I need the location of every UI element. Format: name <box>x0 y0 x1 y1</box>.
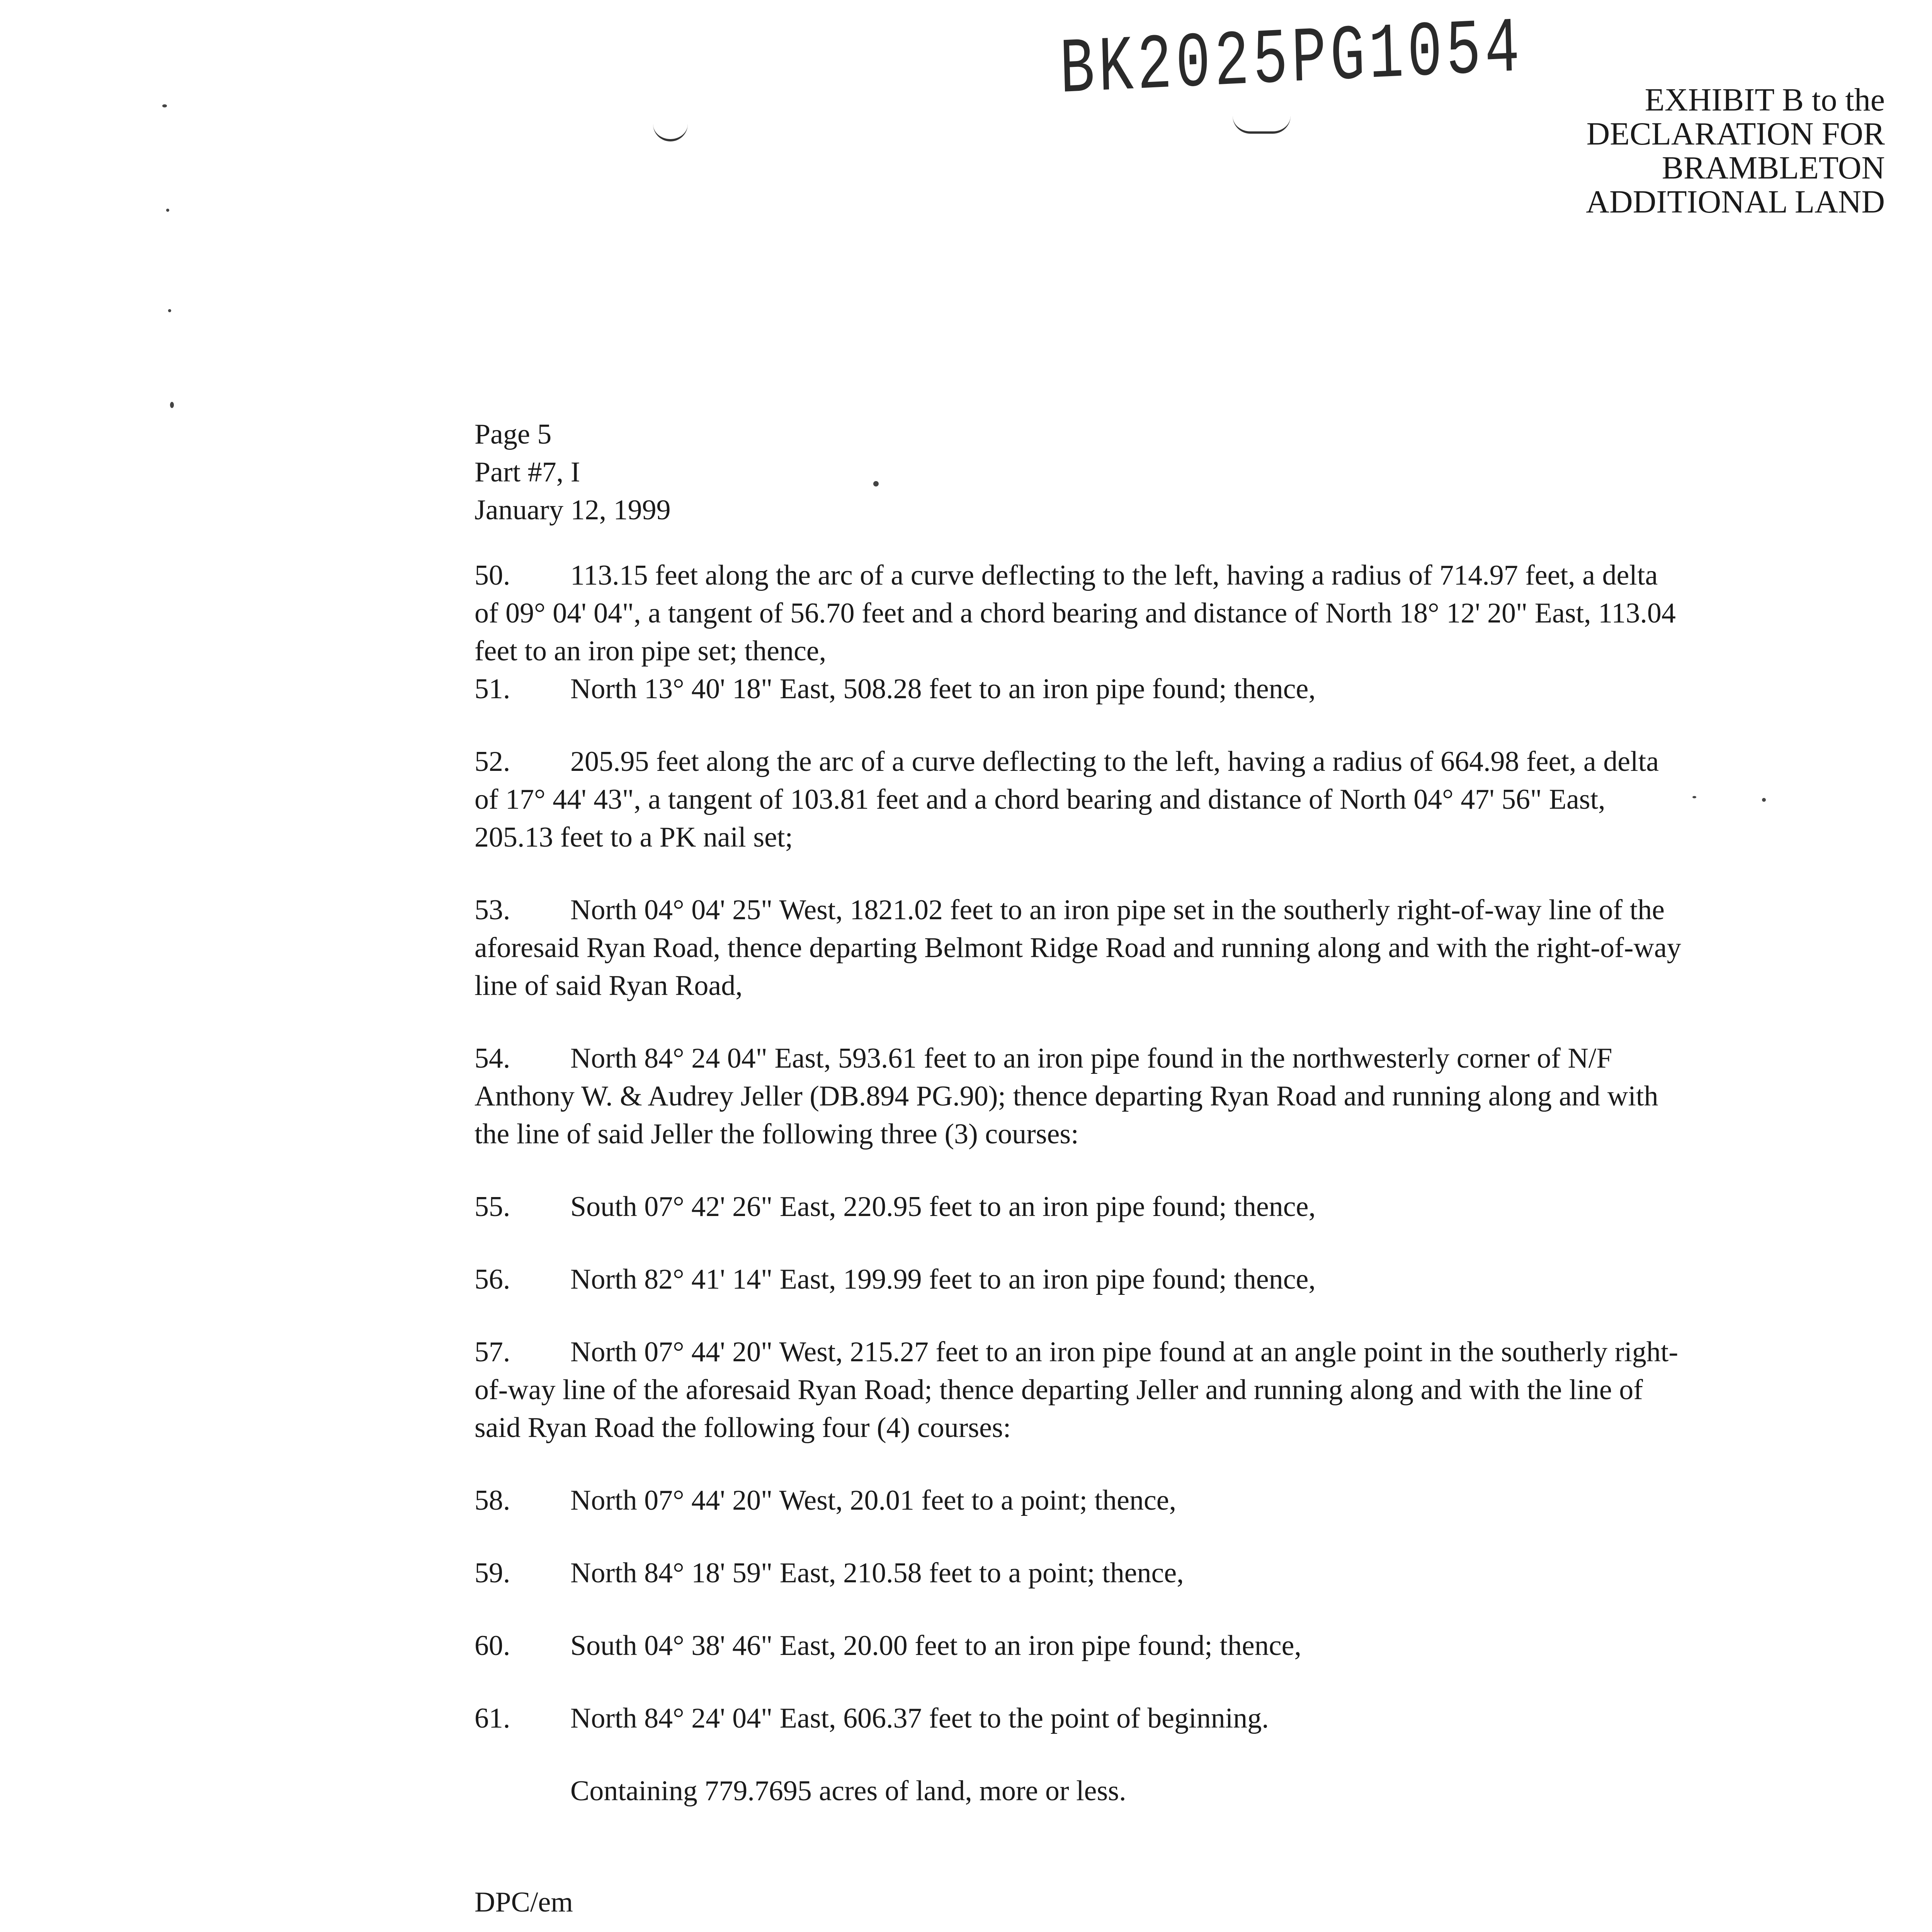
course-number: 59. <box>474 1557 510 1589</box>
course-paragraph <box>474 743 1684 856</box>
course-text: North 07° 44' 20" West, 215.27 feet to an iron pipe found at an angle point in the southerly right-of-way line of the aforesaid Ryan Road; thence departing Jeller and running along and with the line of said Ryan Road the following four (4) courses: <box>474 1336 1678 1444</box>
course-paragraph <box>474 1699 1684 1737</box>
course-text: South 04° 38' 46" East, 20.00 feet to an iron pipe found; thence, <box>570 1630 1301 1662</box>
recording-stamp: BK2025PG1054 <box>1059 5 1525 116</box>
scan-speck <box>168 309 171 312</box>
document-body <box>474 556 1684 1921</box>
part-number: Part #7, I <box>474 456 580 488</box>
course-paragraph <box>474 1039 1684 1153</box>
scan-speck <box>170 402 174 408</box>
course-number: 55. <box>474 1191 510 1223</box>
course-number: 52. <box>474 746 510 777</box>
scan-speck <box>162 104 167 107</box>
course-paragraph <box>474 1333 1684 1447</box>
course-number: 54. <box>474 1043 510 1074</box>
course-paragraph <box>474 1554 1684 1592</box>
course-text: 113.15 feet along the arc of a curve deflecting to the left, having a radius of 714.97 feet, a delta of 09° 04' 04", a tangent of 56.70 feet and a chord bearing and distance of North 18° 12' 20" East, 113.04 feet to an iron pipe set; thence, <box>474 560 1676 667</box>
author-initials: DPC/em <box>474 1886 573 1918</box>
course-paragraph <box>474 1188 1684 1226</box>
course-paragraph <box>474 670 1684 708</box>
course-paragraph <box>474 556 1684 670</box>
page-number: Page 5 <box>474 418 552 450</box>
course-paragraph <box>474 1260 1684 1298</box>
course-number: 60. <box>474 1630 510 1662</box>
course-text: North 13° 40' 18" East, 508.28 feet to an iron pipe found; thence, <box>570 673 1316 705</box>
course-number: 56. <box>474 1264 510 1295</box>
course-text: 205.95 feet along the arc of a curve deflecting to the left, having a radius of 664.98 feet, a delta of 17° 44' 43", a tangent of 103.81 feet and a chord bearing and distance of North 04° 47' 56" East, 205.13 feet to a PK nail set; <box>474 746 1659 853</box>
scan-speck <box>166 209 169 212</box>
course-text: North 04° 04' 25" West, 1821.02 feet to an iron pipe set in the southerly right-of-way line of the aforesaid Ryan Road, thence departing Belmont Ridge Road and running along and with the right-of-way line of said Ryan Road, <box>474 894 1681 1002</box>
course-number: 50. <box>474 560 510 591</box>
course-paragraph <box>474 891 1684 1005</box>
course-paragraph <box>474 1481 1684 1519</box>
course-number: 61. <box>474 1702 510 1734</box>
exhibit-line-1: EXHIBIT B to the <box>1645 82 1885 118</box>
course-text: North 07° 44' 20" West, 20.01 feet to a point; thence, <box>570 1485 1177 1516</box>
acreage-statement: Containing 779.7695 acres of land, more or less. <box>570 1775 1126 1807</box>
course-number: 51. <box>474 673 510 705</box>
scan-speck <box>1762 798 1766 802</box>
course-text: North 84° 18' 59" East, 210.58 feet to a point; thence, <box>570 1557 1184 1589</box>
scan-mark <box>653 124 688 141</box>
course-number: 58. <box>474 1485 510 1516</box>
course-number: 53. <box>474 894 510 926</box>
scan-speck <box>1692 796 1696 798</box>
course-paragraph <box>474 1627 1684 1665</box>
scan-speck <box>873 481 879 486</box>
course-text: North 84° 24 04" East, 593.61 feet to an iron pipe found in the northwesterly corner of N/F Anthony W. & Audrey Jeller (DB.894 PG.90); thence departing Ryan Road and running along and with the line of said Jeller the following three (3) courses: <box>474 1043 1658 1150</box>
course-text: North 82° 41' 14" East, 199.99 feet to an iron pipe found; thence, <box>570 1264 1316 1295</box>
exhibit-line-3: BRAMBLETON <box>1662 150 1885 186</box>
course-number: 57. <box>474 1336 510 1368</box>
page-header <box>474 415 671 529</box>
course-text: North 84° 24' 04" East, 606.37 feet to the point of beginning. <box>570 1702 1269 1734</box>
exhibit-line-2: DECLARATION FOR <box>1586 116 1885 152</box>
exhibit-line-4: ADDITIONAL LAND <box>1586 184 1885 220</box>
course-text: South 07° 42' 26" East, 220.95 feet to an iron pipe found; thence, <box>570 1191 1316 1223</box>
exhibit-heading <box>1586 83 1885 219</box>
document-date: January 12, 1999 <box>474 494 671 526</box>
scan-mark <box>1233 116 1291 134</box>
